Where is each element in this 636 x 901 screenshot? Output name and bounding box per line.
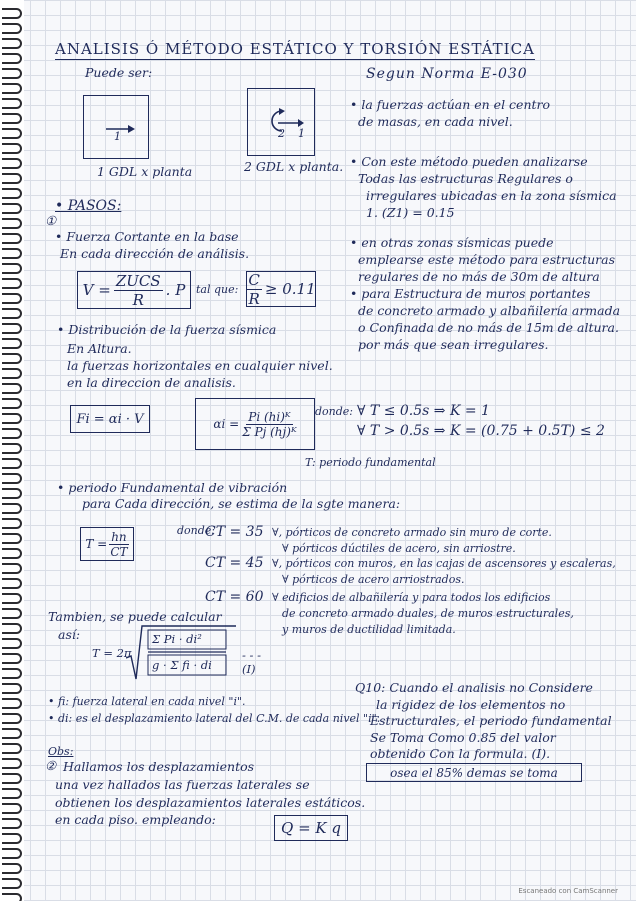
binding-ring (2, 248, 22, 259)
binding-ring (2, 533, 22, 544)
step2-number: ② (45, 758, 57, 773)
binding-ring (2, 608, 22, 619)
binding-ring (2, 68, 22, 79)
step2-line: Hallamos los desplazamientos (63, 759, 255, 774)
binding-ring (2, 428, 22, 439)
ct-value: CT = 35 (205, 524, 264, 540)
k-condition-1: ∀ T ≤ 0.5s ⇒ K = 1 (357, 403, 490, 419)
ct-description: ∀, pórticos de concreto armado sin muro de corte. (272, 526, 552, 539)
step2-line: obtienen los desplazamientos laterales estáticos. (55, 795, 366, 810)
def-di: • di: es el desplazamiento lateral del C.M. de cada nivel "i". (48, 712, 381, 725)
binding-ring (2, 278, 22, 289)
norma-note-line: • en otras zonas sísmicas puede (350, 235, 554, 250)
base-shear-formula (77, 271, 191, 309)
binding-ring (2, 668, 22, 679)
formula-alpha-den: Σ Pj (hj)ᴷ (242, 424, 297, 439)
binding-ring (2, 488, 22, 499)
donde-label: donde: (315, 405, 354, 418)
q10-line: obtenido Con la formula. (I). (370, 746, 551, 761)
binding-ring (2, 53, 22, 64)
binding-ring (2, 473, 22, 484)
def-fi: • fi: fuerza lateral en cada nivel "i". (48, 695, 246, 708)
q10-line: Se Toma Como 0.85 del valor (370, 730, 556, 745)
tambien-line: Tambien, se puede calcular (48, 609, 222, 624)
binding-ring (2, 728, 22, 739)
binding-ring (2, 638, 22, 649)
q10-highlight-box: osea el 85% demas se toma (366, 763, 582, 782)
t-definition: T: periodo fundamental (305, 456, 436, 469)
binding-ring (2, 113, 22, 124)
binding-ring (2, 893, 22, 901)
binding-ring (2, 593, 22, 604)
binding-ring (2, 128, 22, 139)
rotation-arrow-icon (248, 89, 314, 155)
binding-ring (2, 443, 22, 454)
page-title: ANALISIS Ó MÉTODO ESTÁTICO Y TORSIÓN ESTÁTICA (55, 40, 535, 58)
binding-ring (2, 833, 22, 844)
binding-ring (2, 518, 22, 529)
norma-note-line: • Con este método pueden analizarse (350, 154, 588, 169)
formula-t2-lhs: T = 2π (92, 646, 132, 660)
scanner-watermark: Escaneado con CamScanner (518, 887, 618, 895)
norma-note-line: • para Estructura de muros portantes (350, 286, 591, 301)
binding-ring (2, 743, 22, 754)
ct-description: ∀ edificios de albañilería y para todos los edificios (272, 591, 551, 604)
q10-line: Q10: Cuando el analisis no Considere (355, 680, 593, 695)
periodo-line: • periodo Fundamental de vibración (57, 480, 288, 495)
binding-ring (2, 713, 22, 724)
binding-ring (2, 413, 22, 424)
fi-formula: Fi = αi · V (70, 405, 150, 433)
step1-line: En cada dirección de análisis. (60, 246, 250, 261)
ct-description: ∀ pórticos de acero arriostrados. (282, 573, 465, 586)
norma-note-line: de masas, en cada nivel. (358, 114, 513, 129)
step1-line: • Fuerza Cortante en la base (55, 229, 239, 244)
arrow-icon (84, 96, 148, 158)
binding-ring (2, 578, 22, 589)
binding-ring (2, 98, 22, 109)
step1-number: ① (45, 213, 57, 228)
ct-description: ∀ pórticos dúctiles de acero, sin arriostre. (282, 542, 516, 555)
norma-note-line: 1. (Z1) = 0.15 (366, 205, 455, 220)
tambien-line: así: (58, 627, 81, 642)
formula-cr-num: C (248, 270, 260, 289)
formula-t-num: hn (111, 529, 127, 544)
ct-value: CT = 60 (205, 589, 264, 605)
binding-ring (2, 203, 22, 214)
binding-ring (2, 233, 22, 244)
formula-t-lhs: T = (85, 537, 108, 551)
step2-line: una vez hallados las fuerzas laterales se (55, 777, 310, 792)
step2-line: en cada piso. empleando: (55, 812, 216, 827)
binding-ring (2, 758, 22, 769)
formula-t2-den: g · Σ fi · di (152, 658, 212, 672)
donde2-label: donde: (177, 524, 216, 537)
formula-v-lhs: V = (82, 281, 111, 299)
norma-note-line: de concreto armado y albañilería armada (358, 303, 621, 318)
binding-ring (2, 368, 22, 379)
binding-ring (2, 38, 22, 49)
binding-ring (2, 8, 22, 19)
formula-cr-den: R (248, 289, 260, 308)
puede-ser-label: Puede ser: (85, 65, 153, 80)
formula-t-den: CT (110, 544, 128, 559)
binding-ring (2, 353, 22, 364)
dist-line: En Altura. (67, 341, 132, 356)
binding-ring (2, 398, 22, 409)
norma-note-line: irregulares ubicadas en la zona sísmica (366, 188, 617, 203)
binding-ring (2, 803, 22, 814)
binding-ring (2, 293, 22, 304)
period-formula (80, 527, 134, 561)
diagram2-caption: 2 GDL x planta. (244, 159, 344, 174)
binding-ring (2, 848, 22, 859)
q10-line: la rigidez de los elementos no (376, 697, 566, 712)
ct-value: CT = 45 (205, 555, 264, 571)
binding-ring (2, 788, 22, 799)
q10-line: Estructurales, el periodo fundamental (370, 713, 612, 728)
formula-v-num: ZUCS (115, 271, 161, 290)
binding-ring (2, 458, 22, 469)
formula-alpha-num: Pi (hi)ᴷ (248, 409, 291, 424)
binding-ring (2, 503, 22, 514)
binding-ring (2, 698, 22, 709)
binding-ring (2, 863, 22, 874)
displacement-formula: Q = K q (274, 815, 348, 841)
binding-ring (2, 308, 22, 319)
ct-description: y muros de ductilidad limitada. (282, 623, 456, 636)
binding-ring (2, 23, 22, 34)
period-rayleigh-formula (92, 624, 262, 682)
diagram-2gdl (247, 88, 315, 156)
binding-ring (2, 653, 22, 664)
obs-label: Obs: (48, 745, 74, 758)
dist-line: la fuerzas horizontales en cualquier nivel. (67, 358, 333, 373)
spiral-binding (0, 0, 24, 901)
diagram2-arrow-label: 1 (298, 127, 305, 140)
binding-ring (2, 818, 22, 829)
formula-v-tail: . P (165, 281, 186, 299)
formula-alpha-lhs: αi = (213, 417, 240, 431)
binding-ring (2, 338, 22, 349)
dist-line: • Distribución de la fuerza sísmica (57, 322, 277, 337)
diagram1-arrow-label: 1 (114, 130, 121, 143)
binding-ring (2, 878, 22, 889)
formula-cr-tail: ≥ 0.11 (264, 280, 316, 298)
k-condition-2: ∀ T > 0.5s ⇒ K = (0.75 + 0.5T) ≤ 2 (357, 423, 605, 439)
formula-t2-tail: - - - (I) (242, 648, 261, 676)
binding-ring (2, 83, 22, 94)
binding-ring (2, 383, 22, 394)
pasos-heading: • PASOS: (55, 198, 122, 214)
binding-ring (2, 143, 22, 154)
diagram2-rot-label: 2 (278, 127, 285, 140)
norma-note-line: o Confinada de no más de 15m de altura. (358, 320, 619, 335)
diagram-1gdl (83, 95, 149, 159)
norma-note-line: regulares de no más de 30m de altura (358, 269, 600, 284)
diagram1-caption: 1 GDL x planta (97, 164, 193, 179)
norma-note-line: por más que sean irregulares. (358, 337, 549, 352)
formula-v-den: R (132, 290, 144, 309)
binding-ring (2, 323, 22, 334)
binding-ring (2, 158, 22, 169)
binding-ring (2, 563, 22, 574)
dist-line: en la direccion de analisis. (67, 375, 236, 390)
tal-que-label: tal que: (196, 283, 239, 296)
binding-ring (2, 188, 22, 199)
norma-note-line: • la fuerzas actúan en el centro (350, 97, 551, 112)
binding-ring (2, 548, 22, 559)
alpha-formula (195, 398, 315, 450)
binding-ring (2, 683, 22, 694)
binding-ring (2, 218, 22, 229)
norma-reference: Segun Norma E-030 (366, 66, 528, 82)
binding-ring (2, 623, 22, 634)
binding-ring (2, 263, 22, 274)
formula-t2-num: Σ Pi · di² (152, 632, 202, 646)
binding-ring (2, 173, 22, 184)
norma-note-line: emplearse este método para estructuras (358, 252, 616, 267)
norma-note-line: Todas las estructuras Regulares o (358, 171, 573, 186)
cr-condition-formula (246, 271, 316, 307)
ct-description: de concreto armado duales, de muros estructurales, (282, 607, 574, 620)
periodo-line: para Cada dirección, se estima de la sgte manera: (82, 496, 401, 511)
ct-description: ∀, pórticos con muros, en las cajas de ascensores y escaleras, (272, 557, 616, 570)
binding-ring (2, 773, 22, 784)
